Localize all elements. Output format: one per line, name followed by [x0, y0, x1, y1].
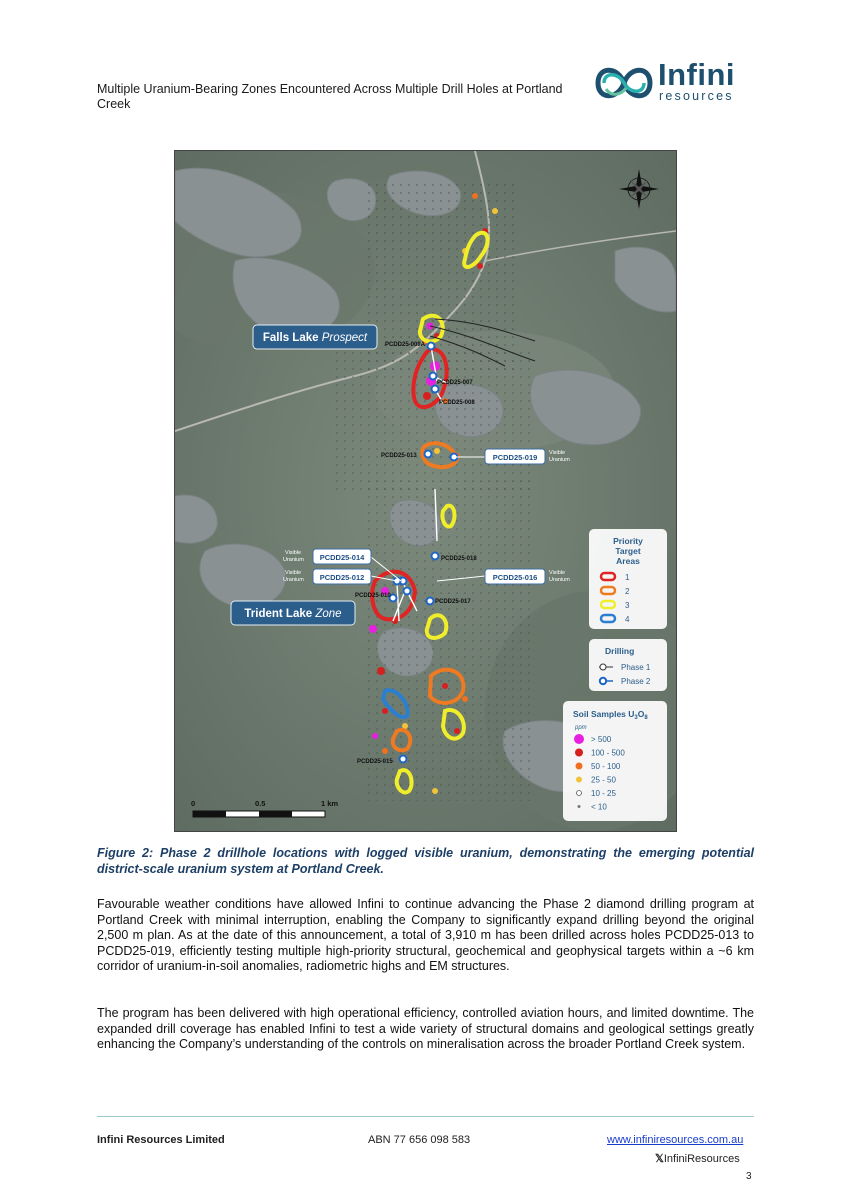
legend-priority — [589, 529, 667, 629]
svg-text:Areas: Areas — [616, 556, 640, 566]
phase1-symbol — [600, 664, 606, 670]
priority-label: 2 — [625, 587, 630, 596]
priority-label: 1 — [625, 573, 630, 582]
soil-swatch — [578, 805, 581, 808]
drillhole-label: PCDD25-010 — [355, 593, 391, 599]
svg-text:Visible: Visible — [285, 550, 302, 556]
soil-label: 10 - 25 — [591, 789, 616, 798]
soil-swatch — [575, 749, 583, 757]
infinity-loop-icon — [592, 58, 656, 108]
legend-soil — [563, 701, 667, 821]
svg-text:Trident Lake Zone: Trident Lake Zone — [244, 608, 342, 620]
callout-016 — [485, 569, 570, 584]
soil-swatch — [577, 791, 582, 796]
svg-text:Visible: Visible — [285, 570, 302, 576]
svg-text:1 km: 1 km — [321, 799, 339, 808]
drillhole-label: PCDD25-015 — [357, 759, 393, 765]
soil-swatch — [574, 734, 584, 744]
svg-text:PCDD25-019: PCDD25-019 — [492, 453, 538, 462]
svg-text:Falls Lake Prospect: Falls Lake Prospect — [262, 332, 368, 344]
footer-social[interactable] — [655, 1152, 740, 1165]
x-logo-icon: 𝕏 — [655, 1153, 664, 1165]
soil-label: 25 - 50 — [591, 775, 616, 785]
body-paragraph: The program has been delivered with high operational efficiency, controlled aviation hours, and limited downtime. The expanded drill coverage has enabled Infini to test a wide variety of structural domains and geological settings greatly enhancing the Company’s understanding of the controls on mineralisation across the broader Portland Creek system. — [97, 1006, 754, 1051]
svg-text:Priority: Priority — [613, 536, 643, 546]
drillhole-label: PCDD25-007 — [437, 380, 473, 386]
body-paragraph: Favourable weather conditions have allowed Infini to continue advancing the Phase 2 diamond drilling program at Portland Creek with minimal interruption, enabling the Company to significantly expand drilling beyond the original 2,500 m plan. As at the date of this announcement, a total of 3,910 m has been drilled across holes PCDD25-013 to PCDD25-019, efficiently testing multiple high-priority structural, geochemical and geophysical targets within a ~6 km corridor of uranium-in-soil anomalies, radiometric highs and EM structures. — [97, 897, 754, 973]
svg-text:Phase 1: Phase 1 — [621, 663, 651, 672]
callout-012 — [283, 569, 371, 584]
callout-014 — [283, 549, 371, 564]
page-number: 3 — [746, 1171, 752, 1182]
svg-text:Visible: Visible — [549, 570, 566, 576]
svg-text:Uranium: Uranium — [549, 577, 570, 583]
svg-text:Visible: Visible — [549, 450, 566, 456]
priority-label: 4 — [625, 615, 630, 624]
header-title: Multiple Uranium-Bearing Zones Encountered Across Multiple Drill Holes at Portland Creek — [97, 82, 563, 111]
svg-text:ppm: ppm — [575, 725, 587, 731]
soil-label: 50 - 100 — [591, 762, 621, 771]
svg-text:PCDD25-014: PCDD25-014 — [319, 553, 365, 562]
legend-drilling — [589, 639, 667, 691]
drillhole-label: PCDD25-017 — [435, 599, 471, 605]
svg-text:Uranium: Uranium — [283, 577, 304, 583]
soil-swatch — [576, 777, 582, 783]
svg-text:Drilling: Drilling — [605, 646, 635, 656]
soil-swatch — [576, 763, 583, 770]
svg-text:Target: Target — [615, 546, 641, 556]
soil-label: 100 - 500 — [591, 748, 625, 758]
map-svg — [175, 151, 676, 831]
footer-divider — [97, 1116, 754, 1117]
callout-019 — [485, 449, 570, 464]
company-logo — [592, 58, 767, 108]
svg-text:Phase 2: Phase 2 — [621, 677, 651, 686]
footer-abn: ABN 77 656 098 583 — [368, 1134, 471, 1146]
logo-subtitle: resources — [659, 89, 734, 103]
phase2-symbol — [600, 678, 606, 684]
svg-text:PCDD25-016: PCDD25-016 — [492, 573, 538, 582]
drillhole-label: PCDD25-009A — [385, 342, 426, 348]
svg-text:0.5: 0.5 — [255, 799, 266, 808]
falls-lake-label — [253, 325, 377, 349]
footer-social-handle: InfiniResources — [663, 1153, 740, 1165]
drillhole-label: PCDD25-013 — [381, 453, 417, 459]
svg-text:Uranium: Uranium — [283, 557, 304, 563]
map-figure — [174, 150, 677, 832]
drillhole-label: PCDD25-018 — [441, 556, 477, 562]
svg-text:PCDD25-012: PCDD25-012 — [319, 573, 365, 582]
figure-caption: Figure 2: Phase 2 drillhole locations with logged visible uranium, demonstrating the emerging potential district-scale uranium system at Portland Creek. — [97, 846, 754, 876]
logo-name: Infini — [658, 57, 736, 92]
drillhole-label: PCDD25-008 — [439, 400, 475, 406]
soil-label: < 10 — [591, 802, 607, 812]
svg-text:0: 0 — [191, 799, 196, 808]
svg-text:Uranium: Uranium — [549, 457, 570, 463]
svg-text:Soil Samples U3O8: Soil Samples $U_3O_8$ — [573, 709, 648, 721]
soil-label: > 500 — [591, 735, 612, 744]
trident-lake-label — [231, 601, 355, 625]
footer-website-link[interactable]: www.infiniresources.com.au — [607, 1134, 744, 1146]
priority-label: 3 — [625, 601, 630, 610]
footer-company: Infini Resources Limited — [97, 1134, 225, 1146]
